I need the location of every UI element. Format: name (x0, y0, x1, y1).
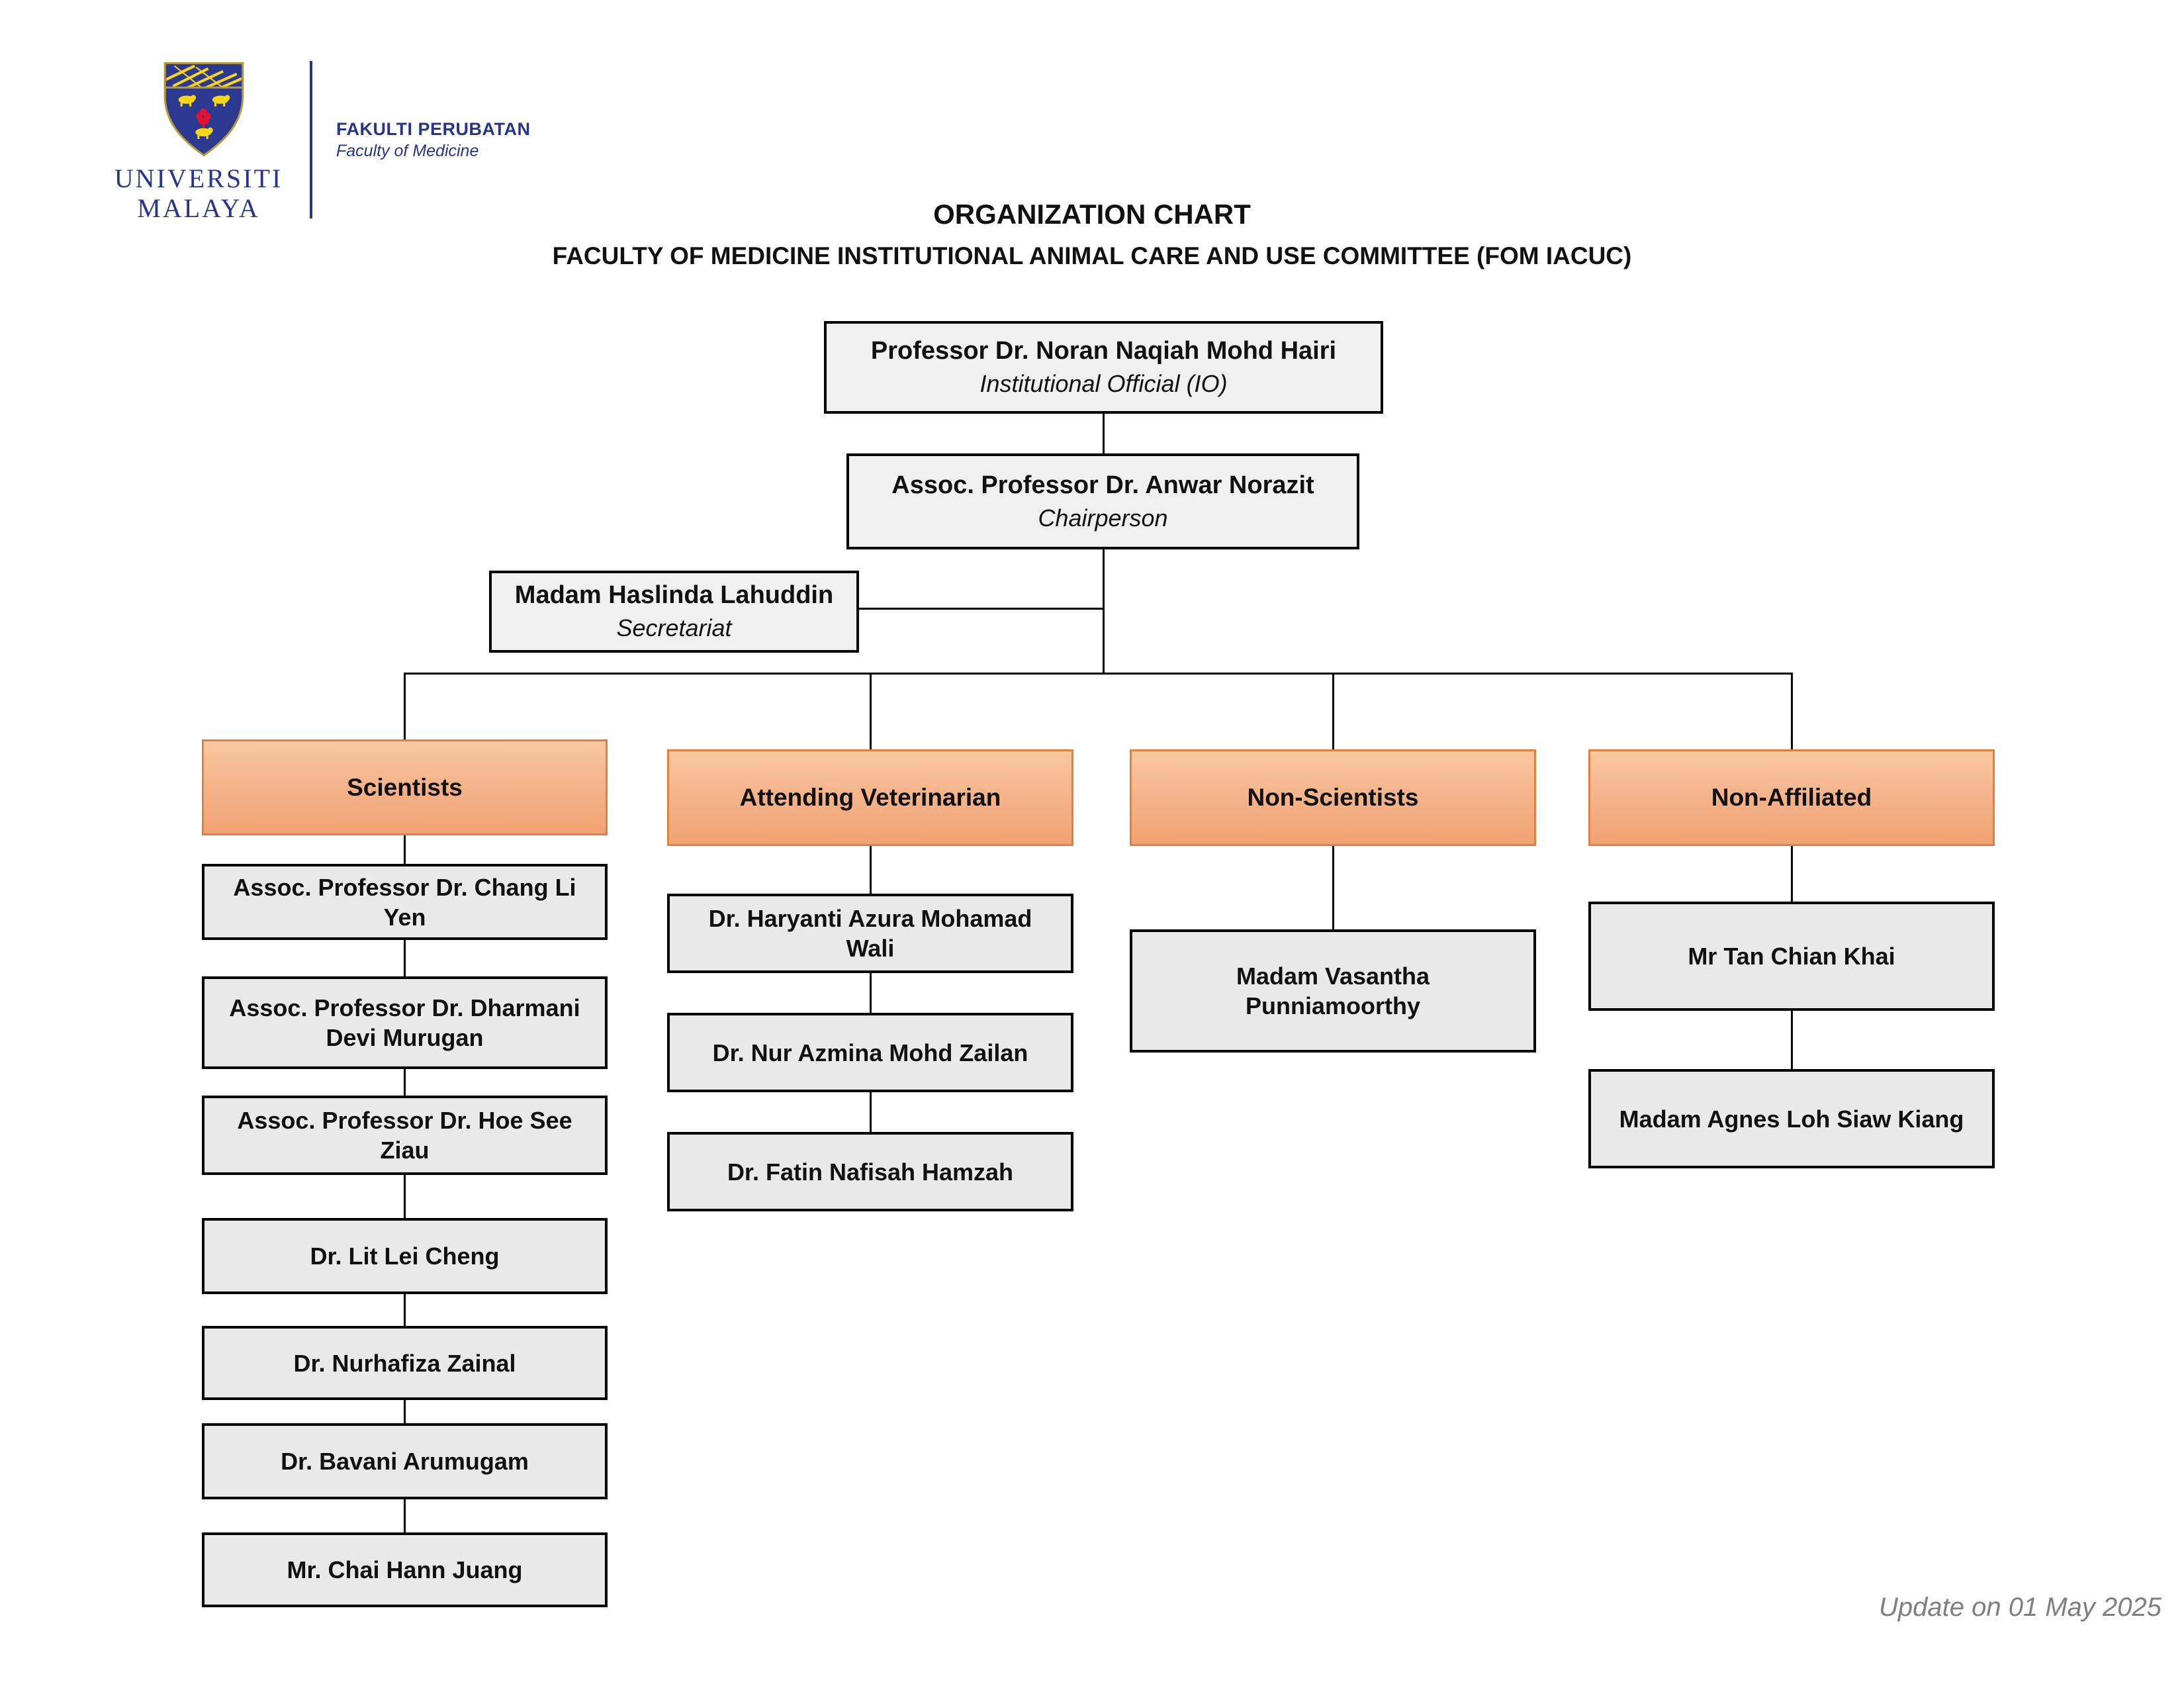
connector-s (404, 1400, 406, 1423)
branch-header-nonaffiliated: Non-Affiliated (1588, 749, 1995, 846)
update-date-note: Update on 01 May 2025 (1879, 1593, 2161, 1622)
connector-v (870, 973, 872, 1013)
university-malaya-crest-icon (161, 60, 247, 159)
connector-drop-nonscientists (1332, 673, 1334, 749)
connector-a (1791, 846, 1793, 902)
connector-io-chair (1103, 414, 1105, 453)
member-box: Dr. Haryanti Azura Mohamad Wali (667, 894, 1073, 973)
member-box: Mr Tan Chian Khai (1588, 902, 1995, 1011)
connector-s (404, 1175, 406, 1218)
connector-v (870, 846, 872, 894)
member-box: Madam Vasantha Punniamoorthy (1130, 929, 1536, 1053)
connector-chair-down (1103, 549, 1105, 675)
member-box: Madam Agnes Loh Siaw Kiang (1588, 1069, 1995, 1168)
chart-subtitle: FACULTY OF MEDICINE INSTITUTIONAL ANIMAL CARE AND USE COMMITTEE (FOM IACUC) (552, 242, 1632, 269)
io-role: Institutional Official (IO) (979, 370, 1228, 398)
node-secretariat (489, 571, 859, 653)
io-name: Professor Dr. Noran Naqiah Mohd Hairi (870, 337, 1337, 365)
connector-n (1332, 846, 1334, 929)
connector-drop-scientists (404, 673, 406, 739)
branch-header-scientists: Scientists (202, 739, 608, 835)
connector-drop-veterinarian (870, 673, 872, 749)
connector-s (404, 835, 406, 864)
chairperson-name: Assoc. Professor Dr. Anwar Norazit (891, 471, 1314, 499)
node-chairperson (846, 453, 1359, 549)
secretariat-role: Secretariat (616, 614, 732, 642)
node-institutional-official (824, 321, 1383, 414)
member-box: Assoc. Professor Dr. Dharmani Devi Murugan (202, 976, 608, 1069)
connector-drop-nonaffiliated (1791, 673, 1793, 749)
logo-divider (310, 61, 312, 218)
member-box: Dr. Nurhafiza Zainal (202, 1326, 608, 1400)
branch-header-veterinarian: Attending Veterinarian (667, 749, 1073, 846)
member-box: Assoc. Professor Dr. Chang Li Yen (202, 864, 608, 940)
secretariat-name: Madam Haslinda Lahuddin (514, 581, 834, 610)
member-box: Dr. Fatin Nafisah Hamzah (667, 1132, 1073, 1211)
member-box: Mr. Chai Hann Juang (202, 1532, 608, 1607)
member-box: Assoc. Professor Dr. Hoe See Ziau (202, 1096, 608, 1175)
connector-v (870, 1092, 872, 1132)
connector-s (404, 1069, 406, 1096)
chart-title: ORGANIZATION CHART (933, 199, 1251, 230)
connector-a (1791, 1011, 1793, 1069)
connector-s (404, 940, 406, 976)
branch-header-nonscientists: Non-Scientists (1130, 749, 1536, 846)
member-box: Dr. Nur Azmina Mohd Zailan (667, 1013, 1073, 1092)
member-box: Dr. Bavani Arumugam (202, 1423, 608, 1499)
chairperson-role: Chairperson (1038, 504, 1168, 532)
faculty-name-malay: FAKULTI PERUBATAN (336, 119, 531, 139)
connector-s (404, 1499, 406, 1532)
university-name-line2: MALAYA (137, 193, 260, 223)
faculty-name-english: Faculty of Medicine (336, 142, 479, 160)
connector-s (404, 1294, 406, 1326)
connector-distribution (404, 673, 1792, 675)
member-box: Dr. Lit Lei Cheng (202, 1218, 608, 1294)
university-name-line1: UNIVERSITI (114, 164, 283, 193)
connector-secretariat (859, 608, 1104, 610)
